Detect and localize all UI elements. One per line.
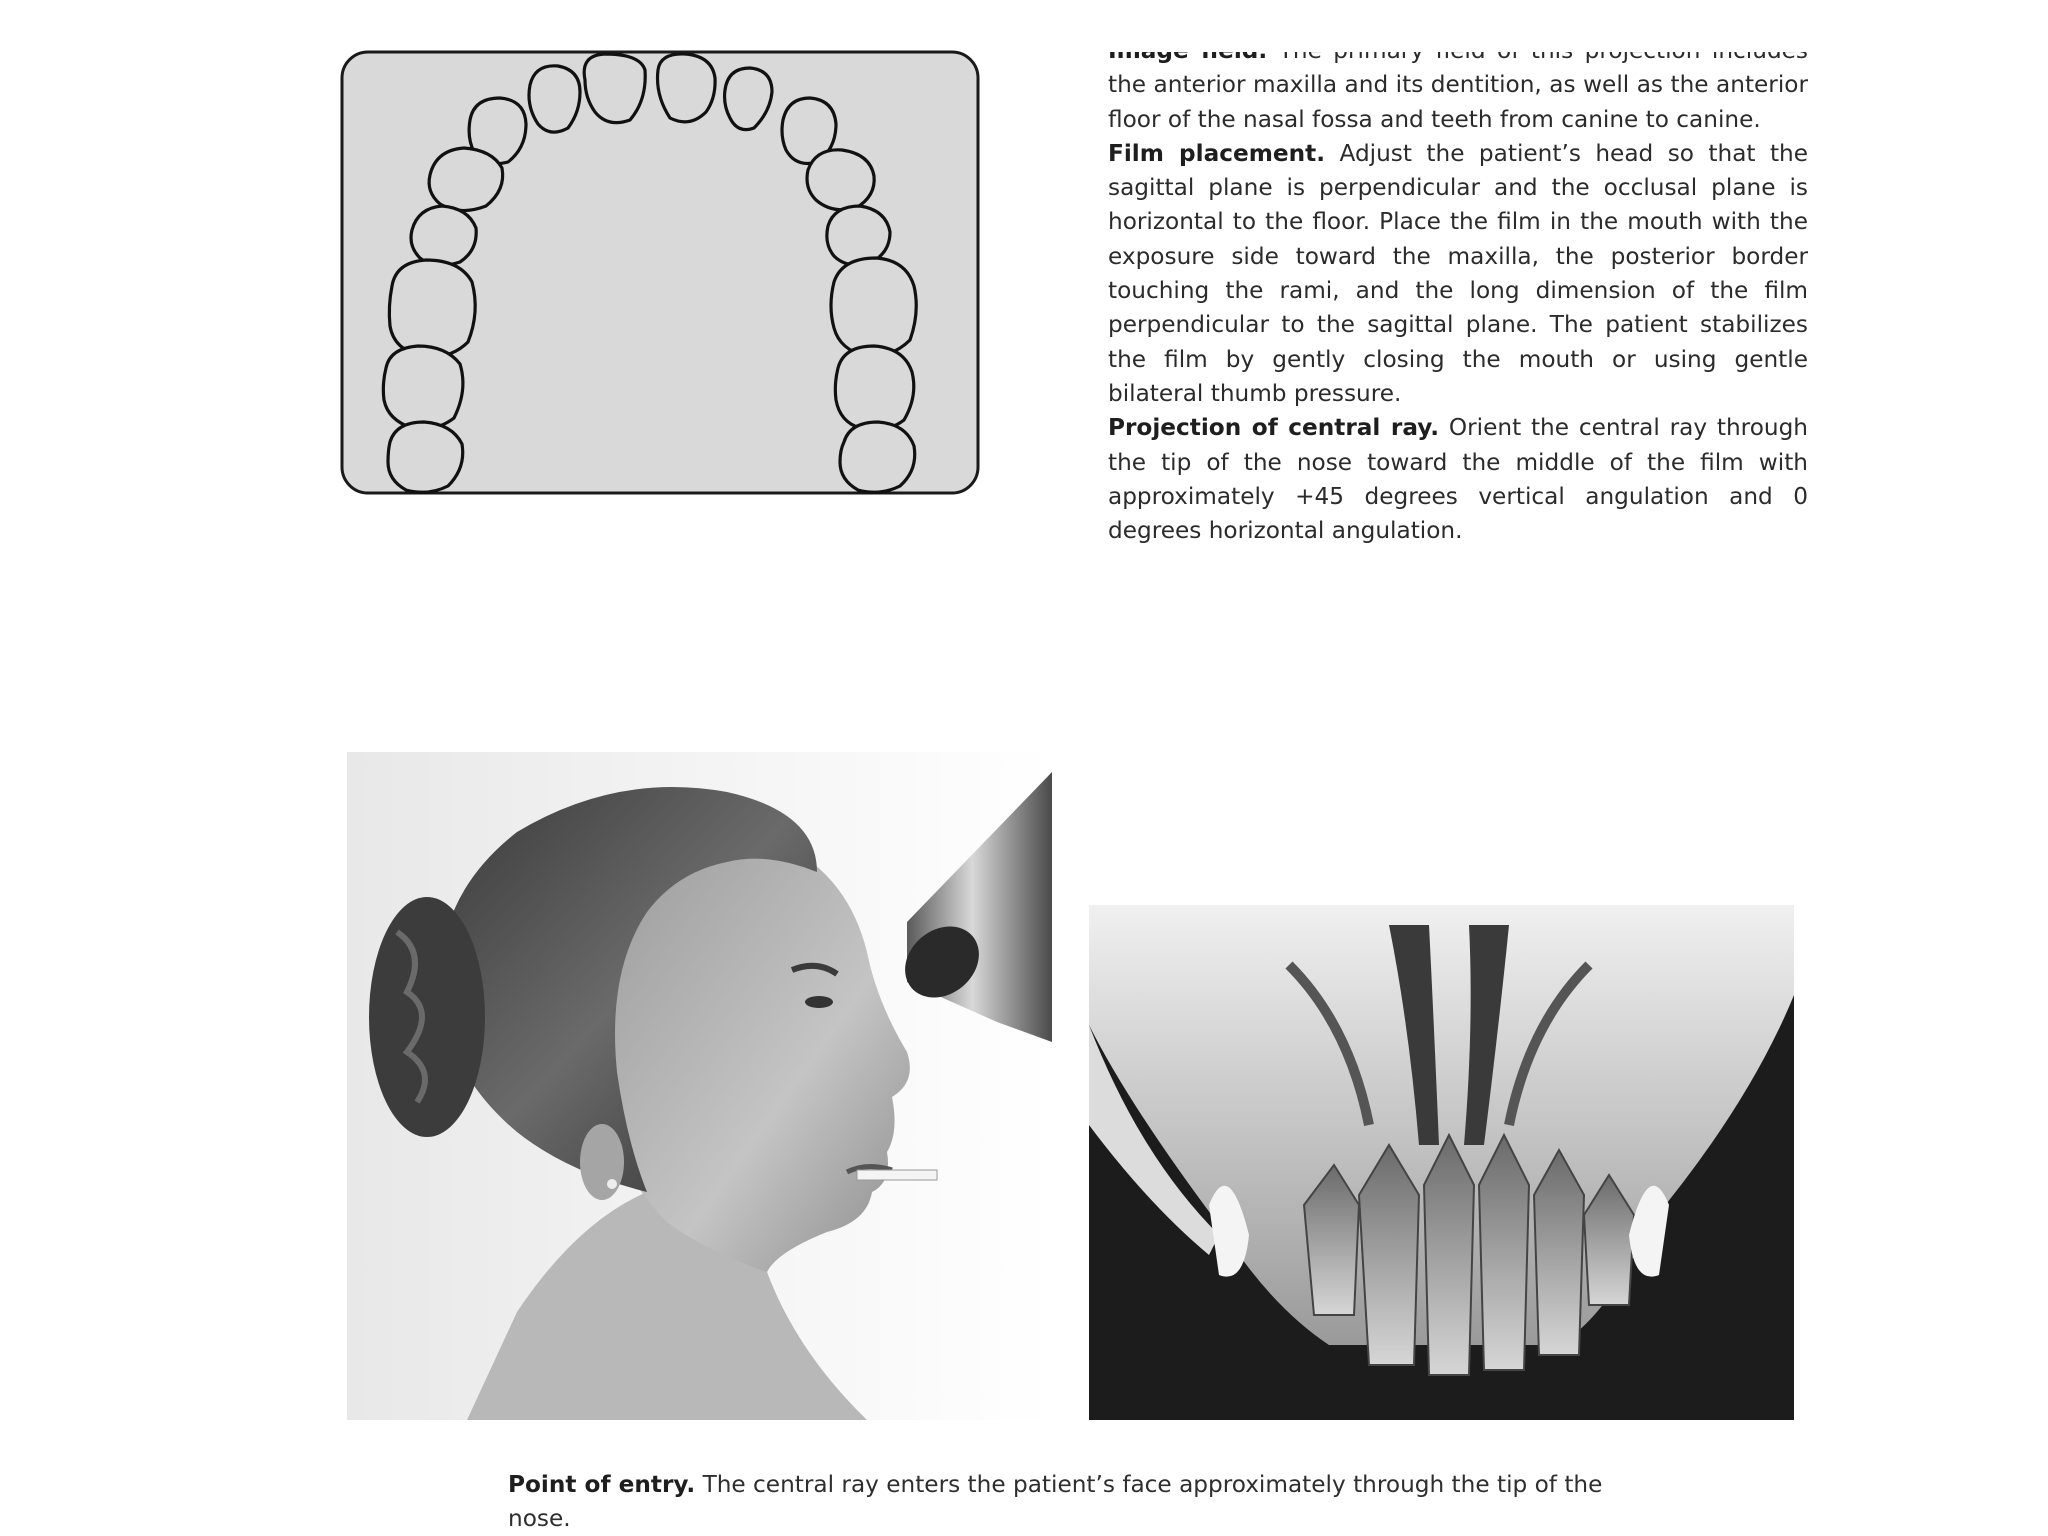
scan-right-mask bbox=[1808, 0, 2048, 600]
term-film-placement: Film placement. bbox=[1108, 139, 1326, 167]
figure-caption bbox=[508, 1468, 1643, 1536]
text-central-ray: Orient the central ray through the tip of the nose toward the middle of the film with approximately +45 degrees vertical angulation and 0 degrees horizontal angulation. bbox=[1108, 414, 1808, 545]
caption-text: The central ray enters the patient’s face approximately through the tip of the nose. bbox=[508, 1471, 1603, 1532]
paragraph-film-placement bbox=[1108, 137, 1808, 411]
text-film-placement: Adjust the patient’s head so that the sagittal plane is perpendicular and the occlusal plane is horizontal to the floor. Place the film in the mouth with the exposure side toward the maxilla, the posterior border touching the rami, and the long dimension of the film perpendicular to the sagittal plane. The patient stabilizes the film by gently closing the mouth or using gentle bilateral thumb pressure. bbox=[1108, 139, 1808, 407]
caption-term: Point of entry. bbox=[508, 1471, 696, 1498]
occlusal-radiograph bbox=[1089, 905, 1794, 1420]
instructions-text-column bbox=[1108, 34, 1808, 594]
patient-profile-photo bbox=[347, 752, 1052, 1420]
scan-cut-mask bbox=[1108, 34, 1808, 52]
text-image-field: the anterior maxilla and its dentition, as well as the anterior floor of the nasal fossa and teeth from canine to canine. bbox=[1108, 71, 1808, 133]
dental-arch-diagram bbox=[340, 50, 980, 495]
paragraph-central-ray bbox=[1108, 411, 1808, 548]
term-central-ray: Projection of central ray. bbox=[1108, 414, 1440, 442]
